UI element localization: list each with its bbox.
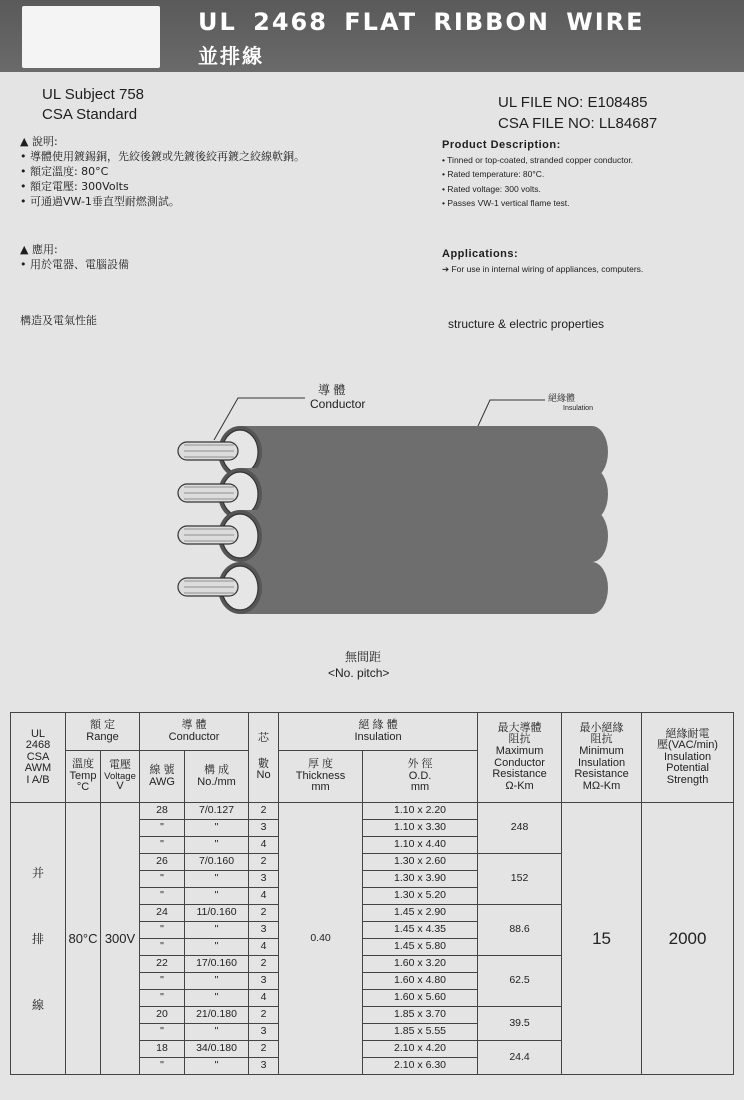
cell-outer-diameter: 2.10 x 4.20 [363,1041,478,1058]
header-resistance-zh: 最大導體 [497,721,542,734]
en-description-heading: Product Description: [442,139,561,151]
cell-outer-diameter: 1.85 x 5.55 [363,1024,478,1041]
cell-composition: 34/0.180 [185,1041,249,1058]
cell-outer-diameter: 1.30 x 3.90 [363,871,478,888]
cell-composition: " [185,990,249,1007]
cell-composition: " [185,871,249,888]
ribbon-wire-diagram [0,360,744,640]
cell-awg: " [140,1024,185,1041]
cell-outer-diameter: 1.30 x 5.20 [363,888,478,905]
header-temp-zh: 溫度 [72,758,94,771]
cell-awg: 22 [140,956,185,973]
cell-core-count: 2 [249,1041,279,1058]
cell-awg: " [140,820,185,837]
cell-core-count: 4 [249,888,279,905]
no-pitch-label-zh: 無間距 [345,650,382,664]
header-temp-unit: °C [76,781,90,794]
cell-awg: " [140,888,185,905]
en-description [442,138,633,211]
zh-application-heading: ▲ 應用: [20,243,58,256]
header-ir-unit: MΩ-Km [582,779,621,792]
en-application-heading: Applications: [442,248,519,260]
cell-outer-diameter: 1.45 x 4.35 [363,922,478,939]
cell-outer-diameter: 1.10 x 2.20 [363,803,478,820]
header-min-insulation-resistance [562,713,642,803]
cell-outer-diameter: 1.60 x 5.60 [363,990,478,1007]
cell-composition: " [185,922,249,939]
conductor-label-zh: 導 體 [318,383,346,397]
header-max-resistance [478,713,562,803]
logo-block [22,6,160,68]
header-insulation-en: Insulation [354,730,402,743]
cell-composition: " [185,973,249,990]
header-thickness [279,751,363,803]
no-pitch-label: <No. pitch> [328,666,390,680]
header-range [66,713,140,751]
cell-resistance: 39.5 [478,1007,562,1041]
cell-temp: 80°C [66,803,101,1075]
cell-core-count: 3 [249,871,279,888]
header-strength-en: Strength [666,773,709,786]
header-ir-zh: 最小絕緣 [579,721,624,734]
header-resistance-unit: Ω-Km [505,779,534,792]
cell-awg: " [140,939,185,956]
cell-composition: 7/0.127 [185,803,249,820]
cell-core-count: 3 [249,973,279,990]
en-structure-heading: structure & electric properties [448,317,605,331]
header-awm: AWM [24,762,52,775]
table-header-row [11,713,734,751]
cell-core-count: 2 [249,803,279,820]
header-2468: 2468 [25,739,51,752]
zh-description-heading: ▲ 說明: [20,135,58,148]
cell-outer-diameter: 1.10 x 3.30 [363,820,478,837]
type-char: 并 [31,865,44,880]
cell-awg: 26 [140,854,185,871]
cell-thickness: 0.40 [279,803,363,1075]
cell-outer-diameter: 1.10 x 4.40 [363,837,478,854]
header-banner [0,0,744,72]
standard-ul-subject: UL Subject 758 [42,86,145,103]
zh-structure-heading: 構造及電氣性能 [20,314,97,327]
cell-resistance: 152 [478,854,562,905]
cell-voltage: 300V [101,803,140,1075]
en-description-item: • Rated temperature: 80°C. [442,169,545,179]
header-resistance-en: Conductor [494,756,545,769]
cell-composition: " [185,1024,249,1041]
header-insulation-zh: 絕 緣 體 [358,718,398,731]
insulation-label: Insulation [563,405,593,412]
cell-outer-diameter: 1.85 x 3.70 [363,1007,478,1024]
header-ir-zh2: 阻抗 [590,733,613,746]
header-od-zh: 外 徑 [407,758,433,771]
header-awg [140,751,185,803]
cell-resistance: 62.5 [478,956,562,1007]
table-row [11,803,734,820]
header-conductor-zh: 導 體 [181,718,207,731]
header-range-zh: 額 定 [89,718,116,731]
header-temp [66,751,101,803]
insulation-leader-line [478,400,545,426]
zh-application [20,242,129,272]
ul-file-no: UL FILE NO: E108485 [498,94,648,111]
cell-core-count: 2 [249,905,279,922]
header-class: I A/B [26,773,50,786]
header-voltage-en: Voltage [104,770,136,782]
cell-resistance: 88.6 [478,905,562,956]
cell-outer-diameter: 1.45 x 5.80 [363,939,478,956]
cell-core-count: 4 [249,990,279,1007]
header-core-zh: 芯 [258,732,270,745]
header-csa: CSA [26,750,50,763]
cell-insulation-resistance: 15 [562,803,642,1075]
cell-composition: " [185,837,249,854]
cell-composition: 21/0.180 [185,1007,249,1024]
header-no: No [256,769,271,782]
header-core-count [249,713,279,803]
header-temp-en: Temp [69,769,97,782]
cell-core-count: 3 [249,922,279,939]
cell-awg: " [140,837,185,854]
cell-awg: " [140,973,185,990]
cell-core-count: 4 [249,939,279,956]
en-description-item: • Rated voltage: 300 volts. [442,183,541,194]
cell-composition: 17/0.160 [185,956,249,973]
header-voltage-unit: V [116,780,124,793]
cell-core-count: 2 [249,1007,279,1024]
cell-composition: " [185,939,249,956]
cell-outer-diameter: 2.10 x 6.30 [363,1058,478,1075]
cell-resistance: 248 [478,803,562,854]
cell-core-count: 2 [249,956,279,973]
cell-awg: " [140,871,185,888]
zh-description-item: • 額定電壓: 300Volts [20,180,129,193]
cell-core-count: 3 [249,1058,279,1075]
header-thickness-unit: mm [311,781,330,794]
cell-outer-diameter: 1.60 x 3.20 [363,956,478,973]
header-conductor-en: Conductor [168,730,220,743]
header-ul: UL [30,727,46,740]
header-awg-zh: 線 號 [149,763,175,776]
cell-outer-diameter: 1.60 x 4.80 [363,973,478,990]
type-char: 排 [31,931,44,946]
header-conductor [140,713,249,751]
header-thickness-en: Thickness [295,769,346,782]
en-application [442,247,643,276]
conductor-label: Conductor [310,397,366,411]
header-resistance-zh2: 阻抗 [508,733,531,746]
zh-description-item: • 可通過VW-1垂直型耐燃測試。 [20,195,180,208]
zh-description [20,134,305,209]
csa-file-no: CSA FILE NO: LL84687 [498,115,658,132]
header-count-zh: 數 [258,757,270,770]
cell-potential-strength: 2000 [642,803,734,1075]
en-description-item: • Passes VW-1 vertical flame test. [442,198,570,208]
en-description-item: • Tinned or top-coated, stranded copper conductor. [442,154,634,165]
cell-core-count: 2 [249,854,279,871]
cell-awg: 28 [140,803,185,820]
wire-strand [178,562,608,614]
header-voltage [101,751,140,803]
header-strength-en: Potential [666,762,709,775]
cell-awg: " [140,1058,185,1075]
header-thickness-zh: 厚 度 [308,758,334,771]
cell-composition: " [185,1058,249,1075]
header-od-unit: mm [410,781,430,794]
cell-awg: " [140,922,185,939]
insulation-label-zh: 絕緣體 [548,393,576,403]
cell-awg: " [140,990,185,1007]
cell-core-count: 4 [249,837,279,854]
wire-strand [178,510,608,562]
en-application-item: ➔ For use in internal wiring of appliances, computers. [442,263,644,274]
cell-type [11,803,66,1075]
cell-awg: 20 [140,1007,185,1024]
cell-composition: " [185,888,249,905]
header-awg-en: AWG [149,775,175,788]
header-strength-zh: 絕緣耐電 [665,727,710,740]
header-potential-strength [642,713,734,803]
cell-composition: 11/0.160 [185,905,249,922]
cell-awg: 18 [140,1041,185,1058]
cell-core-count: 3 [249,820,279,837]
standard-csa: CSA Standard [42,106,138,123]
header-ir-en: Resistance [574,768,629,781]
page-title: UL 2468 FLAT RIBBON WIRE [198,8,645,36]
header-resistance-en: Resistance [492,768,547,781]
header-composition-zh: 構 成 [203,763,230,776]
header-ir-en: Minimum [579,744,624,757]
header-composition [185,751,249,803]
cell-composition: " [185,820,249,837]
page-title-zh: 並排線 [198,44,264,68]
header-voltage-zh: 電壓 [109,758,131,771]
zh-description-item: • 導體使用鍍錫銅，先絞後鍍或先鍍後絞再鍍之絞線軟銅。 [20,150,305,163]
cell-outer-diameter: 1.45 x 2.90 [363,905,478,922]
cell-awg: 24 [140,905,185,922]
header-od-en: O.D. [408,769,432,782]
specification-table [10,712,734,1075]
zh-description-item: • 額定溫度: 80°C [20,165,109,178]
header-ir-en: Insulation [577,756,626,769]
zh-application-item: • 用於電器、電腦設備 [20,258,129,271]
type-char: 線 [31,997,44,1012]
header-insulation [279,713,478,751]
header-strength-zh2: 壓(VAC/min) [657,739,718,752]
cell-composition: 7/0.160 [185,854,249,871]
header-strength-en: Insulation [663,750,712,763]
cell-core-count: 3 [249,1024,279,1041]
header-outer-diameter [363,751,478,803]
cell-resistance: 24.4 [478,1041,562,1075]
header-composition-en: No./mm [197,775,236,788]
header-ul-awm [11,713,66,803]
cell-outer-diameter: 1.30 x 2.60 [363,854,478,871]
header-resistance-en: Maximum [495,744,544,757]
header-range-en: Range [86,730,119,743]
